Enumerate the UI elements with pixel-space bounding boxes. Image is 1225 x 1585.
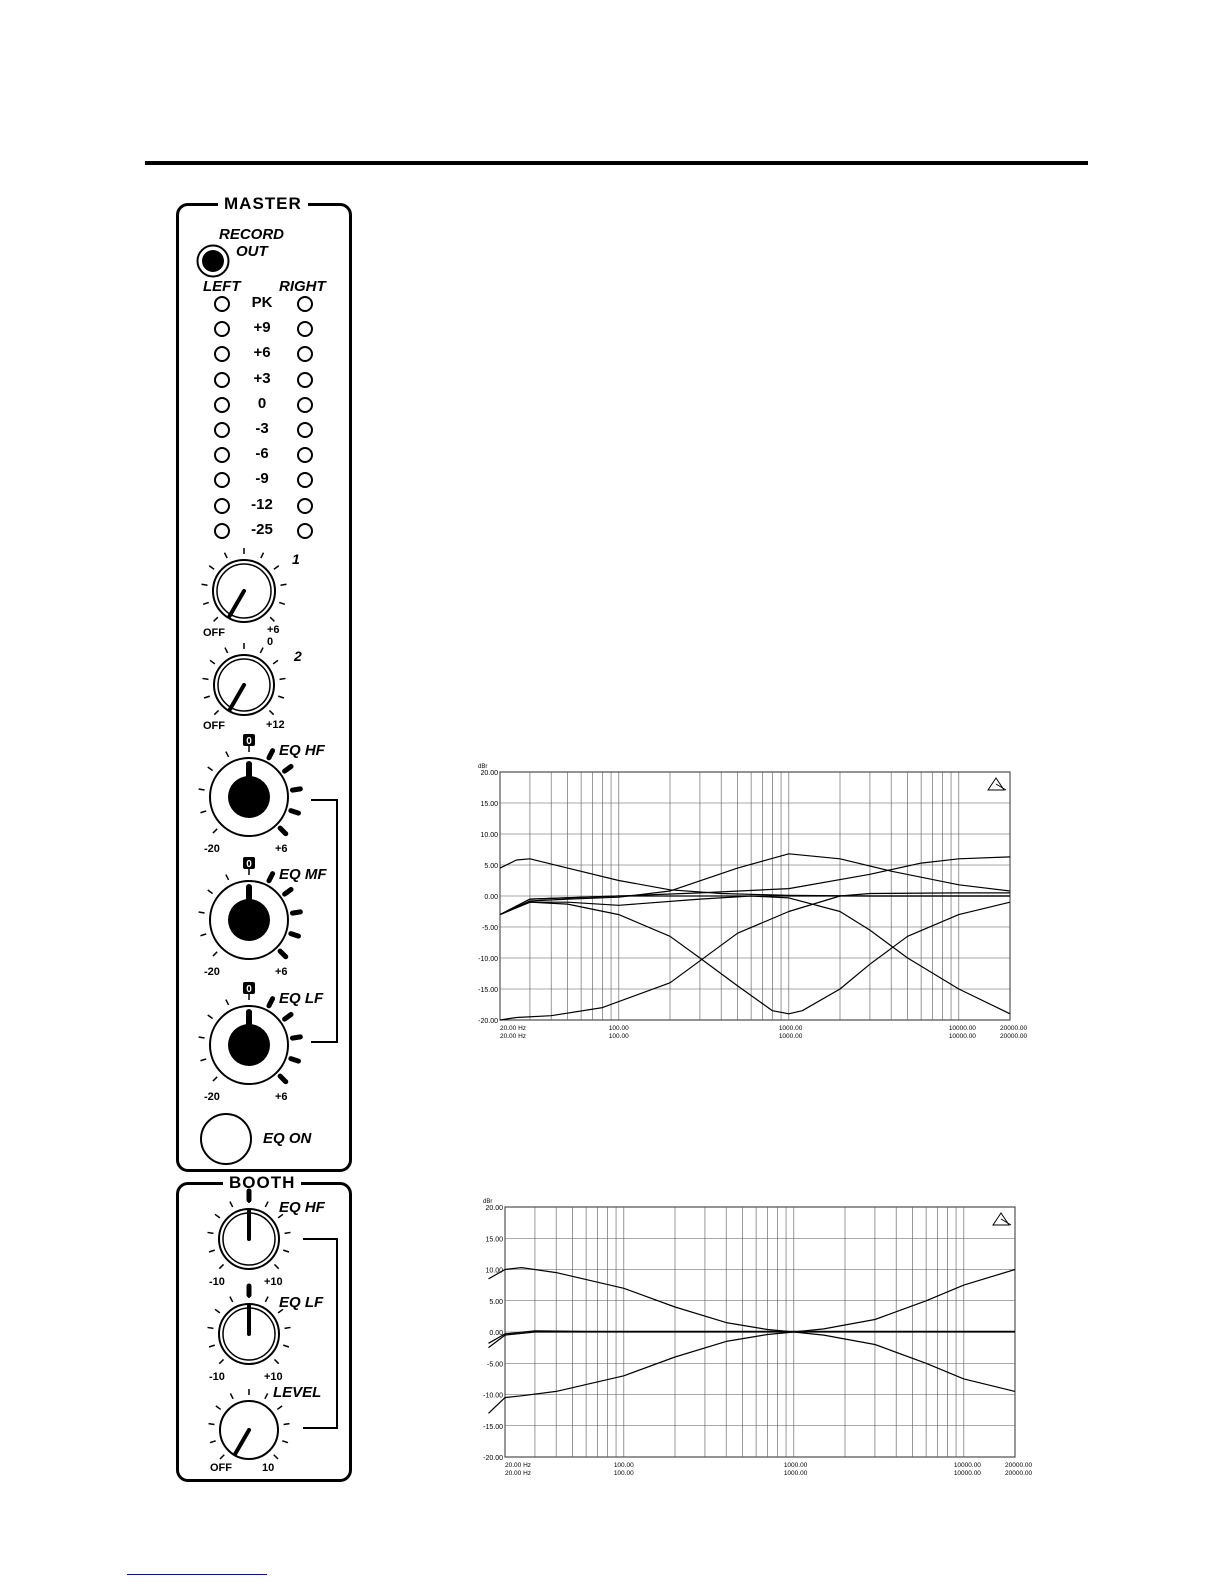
knob-zero-badge xyxy=(243,982,255,995)
knob-1-center-label: 0 xyxy=(267,636,274,648)
meter-level-label: -3 xyxy=(255,420,269,437)
knob-tick xyxy=(292,912,300,913)
y-tick-label: -20.00 xyxy=(483,1455,503,1462)
eq-lf-label: EQ LF xyxy=(279,990,324,1007)
knob-tick xyxy=(291,811,299,813)
x-tick-label: 100.00 xyxy=(608,1033,629,1040)
right-meter-led xyxy=(297,447,313,463)
knob-tick xyxy=(269,999,273,1006)
knob-1-label: 1 xyxy=(292,551,300,567)
knob-tick xyxy=(213,1077,217,1081)
knob-tick xyxy=(283,1250,289,1252)
left-meter-led xyxy=(214,447,230,463)
eq-group-bracket xyxy=(307,796,347,1056)
knob-tick xyxy=(208,890,213,894)
record-out-jack-icon[interactable] xyxy=(196,244,230,278)
knob-tick xyxy=(230,1297,233,1302)
knob-tick xyxy=(208,1232,214,1233)
eq-mf-label: EQ MF xyxy=(279,866,327,883)
knob-tick xyxy=(230,1393,233,1398)
x-tick-label: 20.00 Hz xyxy=(500,1033,527,1040)
left-meter-led xyxy=(214,397,230,413)
knob-tick xyxy=(274,1455,278,1459)
meter-level-label: -6 xyxy=(255,445,269,463)
left-meter-led xyxy=(214,523,230,539)
right-meter-led xyxy=(297,296,313,312)
meter-left-label: LEFT xyxy=(203,278,241,295)
knob-2-label: 2 xyxy=(294,648,302,664)
knob-tick xyxy=(269,751,273,758)
left-meter-led xyxy=(214,321,230,337)
booth-eq-bracket xyxy=(299,1235,344,1435)
knob-tick xyxy=(213,829,217,833)
knob-tick xyxy=(203,602,209,604)
footer-link-underline xyxy=(127,1574,267,1575)
knob-tick xyxy=(283,1345,289,1347)
eq-mf-max-label: +6 xyxy=(275,966,288,978)
knob-tick xyxy=(269,874,273,881)
meter-level-label: -12 xyxy=(251,495,273,513)
knob-tick xyxy=(214,617,218,621)
right-meter-led xyxy=(297,422,313,438)
knob-tick xyxy=(210,660,215,664)
x-tick-label: 20000.00 xyxy=(1005,1470,1033,1477)
eq-lf-min-label: -20 xyxy=(204,1091,220,1103)
knob-1-min-label: OFF xyxy=(203,627,225,639)
booth-eq-lf-min-label: -10 xyxy=(209,1371,225,1383)
knob-2-max-label: +12 xyxy=(266,719,285,731)
right-meter-led xyxy=(297,321,313,337)
knob-tick xyxy=(209,1250,215,1252)
y-axis-label: dBr xyxy=(478,764,488,770)
knob-tick xyxy=(285,1232,291,1233)
x-tick-label: 10000.00 xyxy=(953,1462,981,1469)
knob-tick xyxy=(225,648,228,653)
x-tick-label: 20000.00 xyxy=(1005,1462,1033,1469)
knob-tick xyxy=(261,553,264,558)
knob-zero-badge xyxy=(243,734,255,747)
knob-zero-badge-text: 0 xyxy=(246,859,252,870)
knob-tick xyxy=(200,811,206,813)
knob-tick xyxy=(280,951,286,957)
y-tick-label: -20.00 xyxy=(478,1018,498,1025)
x-tick-label: 100.00 xyxy=(613,1462,634,1469)
booth-panel xyxy=(176,1173,352,1482)
x-tick-label: 1000.00 xyxy=(783,1462,808,1469)
knob-tick xyxy=(265,1202,268,1207)
meter-level-label: 0 xyxy=(257,394,267,412)
knob-tick xyxy=(280,678,286,679)
knob-tick xyxy=(209,1424,215,1425)
knob-tick xyxy=(203,678,209,679)
knob-tick xyxy=(274,1359,278,1363)
knob-tick xyxy=(277,1406,282,1410)
right-meter-led xyxy=(297,498,313,514)
y-tick-label: -10.00 xyxy=(478,956,498,963)
knob-tick xyxy=(215,1309,220,1313)
knob-tick xyxy=(284,1424,290,1425)
knob-tick xyxy=(285,1014,291,1019)
eq-lf-max-label: +6 xyxy=(275,1091,288,1103)
knob-tick xyxy=(226,1000,229,1005)
y-tick-label: 10.00 xyxy=(480,832,498,839)
booth-eq-hf-label: EQ HF xyxy=(279,1199,325,1216)
knob-tick xyxy=(200,1059,206,1061)
knob-tick xyxy=(265,1393,268,1398)
knob-tick xyxy=(285,766,291,771)
knob-tick xyxy=(282,1441,288,1443)
y-tick-label: -15.00 xyxy=(483,1423,503,1431)
y-tick-label: 0.00 xyxy=(489,1330,503,1337)
eq-hf-label: EQ HF xyxy=(279,742,325,759)
meter-right-label: RIGHT xyxy=(279,278,326,295)
left-meter-led xyxy=(214,372,230,388)
x-tick-label: 20.00 Hz xyxy=(505,1462,532,1469)
knob-tick xyxy=(209,566,214,570)
right-meter-led xyxy=(297,346,313,362)
booth-level-min-label: OFF xyxy=(210,1462,232,1474)
knob-tick xyxy=(219,1264,223,1268)
y-tick-label: 15.00 xyxy=(480,801,498,808)
record-out-label-line2: OUT xyxy=(236,243,268,260)
knob-tick xyxy=(273,660,278,664)
knob-tick xyxy=(285,1327,291,1328)
left-meter-led xyxy=(214,296,230,312)
knob-tick xyxy=(202,584,208,585)
x-tick-label: 10000.00 xyxy=(948,1025,976,1032)
knob-tick xyxy=(281,584,287,585)
knob-tick xyxy=(216,1406,221,1410)
knob-tick xyxy=(280,828,286,834)
right-meter-led xyxy=(297,372,313,388)
x-tick-label: 1000.00 xyxy=(783,1470,808,1477)
knob-tick xyxy=(260,648,263,653)
x-tick-label: 20000.00 xyxy=(1000,1025,1028,1032)
knob-tick xyxy=(215,1214,220,1218)
y-tick-label: 0.00 xyxy=(484,894,498,901)
knob-tick xyxy=(292,789,300,790)
x-tick-label: 100.00 xyxy=(608,1025,629,1032)
knob-tick xyxy=(274,566,279,570)
y-tick-label: 10.00 xyxy=(485,1267,503,1275)
x-tick-label: 10000.00 xyxy=(953,1470,981,1477)
knob-tick xyxy=(270,617,274,621)
meter-level-label: +6 xyxy=(253,344,271,362)
knob-tick xyxy=(292,1037,300,1038)
knob-tick xyxy=(230,1202,233,1207)
knob-zero-badge-text: 0 xyxy=(246,736,252,747)
knob-tick xyxy=(274,1264,278,1268)
knob-tick xyxy=(291,1059,299,1061)
knob-tick xyxy=(199,789,205,790)
booth-eq-lf-max-label: +10 xyxy=(264,1371,283,1383)
master-eq-response-chart xyxy=(470,760,1028,1045)
right-meter-led xyxy=(297,472,313,488)
knob-tick xyxy=(210,1441,216,1443)
knob-tick xyxy=(285,889,291,894)
booth-level-label: LEVEL xyxy=(273,1384,322,1401)
master-knob-1[interactable] xyxy=(179,541,299,641)
knob-tick xyxy=(291,934,299,936)
knob-tick xyxy=(265,1297,268,1302)
y-tick-label: -5.00 xyxy=(487,1361,503,1369)
left-meter-led xyxy=(214,346,230,362)
knob-tick xyxy=(199,1037,205,1038)
knob-tick xyxy=(280,1076,286,1082)
knob-tick xyxy=(279,602,285,604)
y-tick-label: 5.00 xyxy=(484,863,498,870)
knob-zero-badge xyxy=(243,857,255,870)
knob-tick xyxy=(209,1345,215,1347)
y-tick-label: 5.00 xyxy=(489,1298,503,1306)
booth-eq-lf-label: EQ LF xyxy=(279,1294,324,1311)
y-tick-label: 20.00 xyxy=(485,1205,503,1212)
right-meter-led xyxy=(297,523,313,539)
knob-tick xyxy=(219,1359,223,1363)
booth-eq-response-chart xyxy=(475,1193,1033,1483)
knob-tick xyxy=(199,912,205,913)
y-tick-label: -10.00 xyxy=(483,1392,503,1400)
knob-tick xyxy=(269,710,273,714)
meter-level-label: PK xyxy=(251,294,273,311)
page-header-rule xyxy=(145,161,1088,165)
eq-on-button[interactable] xyxy=(199,1112,255,1168)
y-tick-label: -15.00 xyxy=(478,987,498,994)
x-tick-label: 20.00 Hz xyxy=(500,1025,527,1032)
knob-tick xyxy=(220,1455,224,1459)
x-tick-label: 100.00 xyxy=(613,1470,634,1477)
right-meter-led xyxy=(297,397,313,413)
eq-hf-max-label: +6 xyxy=(275,843,288,855)
knob-1-max-label: +6 xyxy=(267,624,280,636)
knob-tick xyxy=(200,934,206,936)
knob-tick xyxy=(278,696,284,698)
record-out-label-line1: RECORD xyxy=(219,226,285,243)
eq-on-label: EQ ON xyxy=(263,1130,312,1147)
knob-tick xyxy=(204,696,210,698)
knob-tick xyxy=(208,1327,214,1328)
booth-eq-hf-max-label: +10 xyxy=(264,1276,283,1288)
master-title: MASTER xyxy=(218,194,308,214)
eq-mf-min-label: -20 xyxy=(204,966,220,978)
left-meter-led xyxy=(214,472,230,488)
meter-level-label: -25 xyxy=(251,520,273,538)
eq-hf-min-label: -20 xyxy=(204,843,220,855)
left-meter-led xyxy=(214,498,230,514)
booth-eq-hf-min-label: -10 xyxy=(209,1276,225,1288)
left-meter-led xyxy=(214,422,230,438)
x-tick-label: 1000.00 xyxy=(778,1025,803,1032)
y-axis-label: dBr xyxy=(483,1199,493,1205)
knob-2-min-label: OFF xyxy=(203,720,225,732)
x-tick-label: 20000.00 xyxy=(1000,1033,1028,1040)
x-tick-label: 10000.00 xyxy=(948,1033,976,1040)
knob-zero-badge-text: 0 xyxy=(246,984,252,995)
y-tick-label: 20.00 xyxy=(480,770,498,777)
master-panel xyxy=(176,194,352,1172)
knob-tick xyxy=(208,1015,213,1019)
y-tick-label: 15.00 xyxy=(485,1236,503,1244)
meter-level-label: -9 xyxy=(255,470,269,488)
knob-tick xyxy=(208,767,213,771)
meter-level-label: +3 xyxy=(253,369,271,387)
knob-tick xyxy=(224,553,227,558)
knob-tick xyxy=(214,710,218,714)
x-tick-label: 20.00 Hz xyxy=(505,1470,532,1477)
y-tick-label: -5.00 xyxy=(482,925,498,932)
x-tick-label: 1000.00 xyxy=(778,1033,803,1040)
booth-title: BOOTH xyxy=(223,1173,301,1193)
booth-level-max-label: 10 xyxy=(262,1462,275,1474)
knob-tick xyxy=(213,952,217,956)
knob-tick xyxy=(226,875,229,880)
meter-level-label: +9 xyxy=(253,319,271,337)
knob-tick xyxy=(226,752,229,757)
